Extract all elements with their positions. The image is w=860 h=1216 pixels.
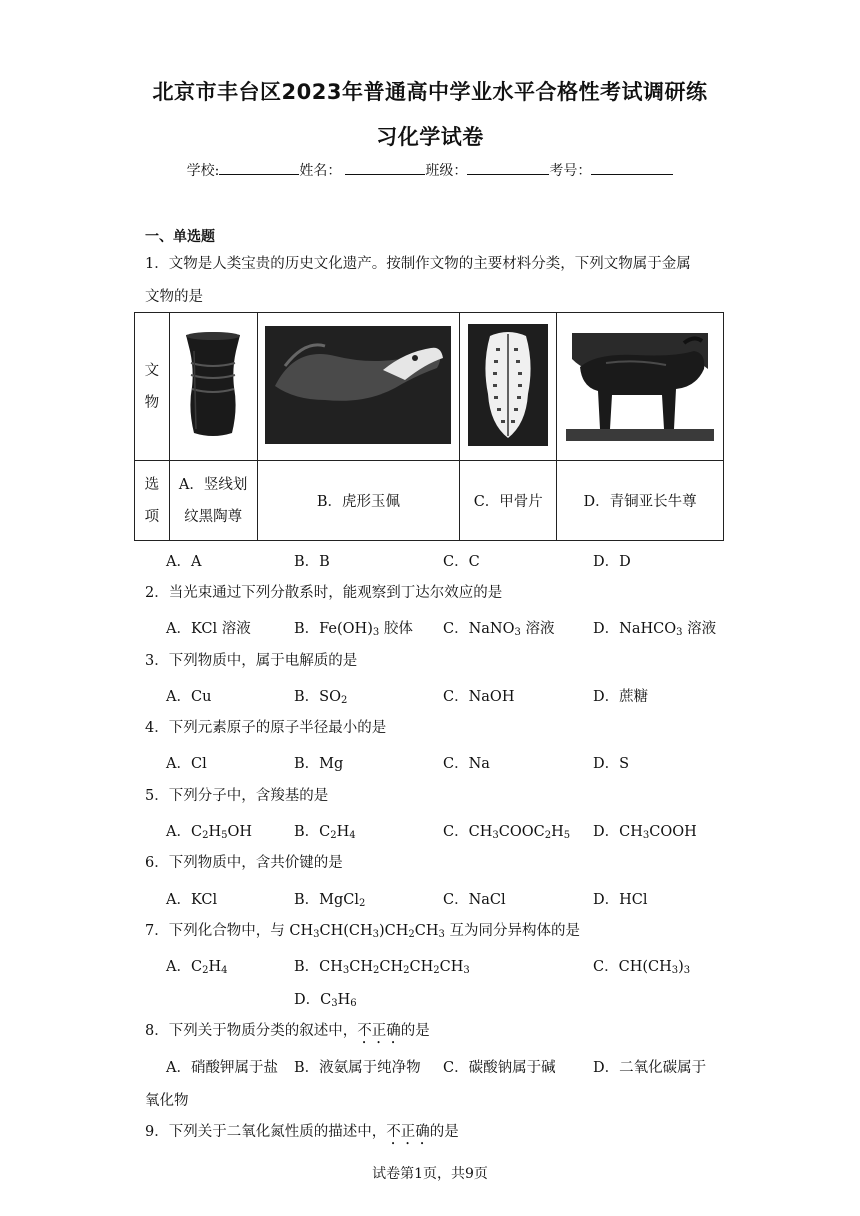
relic-label-a [169, 461, 257, 541]
exam-no-blank[interactable] [591, 160, 673, 175]
q5-stem: 5．下列分子中，含羧基的是 [145, 788, 329, 804]
q1-option-d[interactable]: D．D [593, 554, 631, 570]
q7-stem [145, 921, 580, 945]
option-row-header [135, 461, 170, 541]
q8-stem-emphasis: 不正确 [357, 1023, 401, 1039]
q7-option-d[interactable]: D．$C_3H_6$ [294, 992, 357, 1009]
section-heading: 一、单选题 [145, 229, 215, 245]
q9-stem [145, 1122, 459, 1148]
q5-option-a[interactable]: A．$C_2H_5OH$ [166, 824, 253, 841]
relic-image-d [557, 313, 724, 461]
q9-stem-emphasis: 不正确 [386, 1124, 430, 1140]
relic-row-header-char2: 物 [144, 394, 160, 411]
relic-image-a [169, 313, 257, 461]
q5-option-d[interactable]: D．$CH_3COOH$ [593, 824, 697, 841]
q2-option-b[interactable]: B．$Fe(OH)_3$ 胶体 [294, 621, 413, 638]
q3-option-a[interactable]: A．Cu [166, 689, 212, 705]
q2-stem: 2．当光束通过下列分散系时，能观察到丁达尔效应的是 [145, 585, 503, 601]
q1-option-a[interactable]: A．A [166, 554, 202, 570]
q5-option-b[interactable]: B．$C_2H_4$ [294, 824, 356, 841]
q3-option-d[interactable]: D．蔗糖 [593, 689, 649, 705]
class-blank[interactable] [467, 160, 549, 175]
q2-option-d[interactable]: D．NaHCO$_3$ 溶液 [593, 621, 717, 638]
exam-title-line2: 习化学试卷 [376, 125, 484, 149]
relic-image-b [257, 313, 460, 461]
black-pottery-vessel-image [180, 329, 246, 441]
q3-option-b-prefix: B．SO [294, 689, 341, 705]
q4-option-a[interactable]: A．Cl [166, 756, 207, 772]
q3-stem: 3．下列物质中，属于电解质的是 [145, 653, 358, 669]
school-label: 学校: [186, 163, 220, 179]
bronze-ox-zun-image [566, 329, 714, 441]
relic-row-header-char1: 文 [144, 362, 160, 379]
q9-stem-suffix: 的是 [429, 1124, 459, 1140]
q4-stem: 4．下列元素原子的原子半径最小的是 [145, 720, 387, 736]
relic-label-b: B．虎形玉佩 [257, 461, 460, 541]
q7-option-c[interactable]: C．$CH(CH_3)_3$ [593, 959, 691, 976]
q8-option-a[interactable]: A．硝酸钾属于盐 [166, 1060, 278, 1076]
q7-option-b[interactable]: B．$CH_3CH_2CH_2CH_2CH_3$ [294, 959, 470, 976]
q2-option-c[interactable]: C．NaNO$_3$ 溶液 [443, 621, 555, 638]
q8-option-d-continuation: 氧化物 [145, 1093, 189, 1109]
q8-option-c[interactable]: C．碳酸钠属于碱 [443, 1060, 556, 1076]
relic-row-header [135, 313, 170, 461]
name-blank[interactable] [345, 160, 425, 175]
q1-stem-line2: 文物的是 [145, 289, 203, 305]
q8-stem-prefix: 8．下列关于物质分类的叙述中， [145, 1023, 358, 1039]
q1-option-c[interactable]: C．C [443, 554, 480, 570]
school-blank[interactable] [219, 160, 299, 175]
exam-no-label: 考号： [549, 163, 592, 179]
relic-table [134, 312, 724, 541]
q5-option-c[interactable]: C．$CH_3COOC_2H_5$ [443, 824, 571, 841]
q3-option-c[interactable]: C．NaOH [443, 689, 515, 705]
relic-label-d: D．青铜亚长牛尊 [557, 461, 724, 541]
relic-label-a-line2: 纹黑陶尊 [184, 508, 243, 525]
q3-option-b[interactable] [294, 685, 347, 706]
relic-label-c: C．甲骨片 [460, 461, 557, 541]
option-row-header-char1: 选 [144, 476, 160, 493]
oracle-bone-image [468, 324, 548, 446]
q2-option-a[interactable]: A．KCl 溶液 [166, 621, 251, 637]
q9-stem-prefix: 9．下列关于二氧化氮性质的描述中， [145, 1124, 387, 1140]
q4-option-c[interactable]: C．Na [443, 756, 490, 772]
q1-stem-line1: 1．文物是人类宝贵的历史文化遗产。按制作文物的主要材料分类，下列文物属于金属 [145, 256, 691, 272]
q8-stem-suffix: 的是 [400, 1023, 430, 1039]
option-row-header-char2: 项 [144, 508, 160, 525]
q6-option-b[interactable]: B．MgCl$_2$ [294, 892, 366, 909]
q6-option-c[interactable]: C．NaCl [443, 892, 506, 908]
exam-title-line1: 北京市丰台区2023年普通高中学业水平合格性考试调研练 [152, 80, 708, 104]
page-footer: 试卷第1页，共9页 [372, 1166, 488, 1182]
q1-option-b[interactable]: B．B [294, 554, 330, 570]
q8-option-d[interactable]: D．二氧化碳属于 [593, 1060, 707, 1076]
q7-option-a[interactable]: A．$C_2H_4$ [166, 959, 228, 976]
class-label: 班级： [425, 163, 468, 179]
q7-stem-suffix: 互为同分异构体的是 [444, 923, 580, 939]
relic-label-a-line1: A．竖线划 [178, 476, 248, 493]
q7-formula: $CH_3CH(CH_3)CH_2CH_3$ [289, 923, 445, 940]
q8-stem [145, 1021, 430, 1047]
q6-option-a[interactable]: A．KCl [166, 892, 218, 908]
name-label: 姓名： [299, 163, 342, 179]
q8-option-b[interactable]: B．液氨属于纯净物 [294, 1060, 421, 1076]
relic-image-c [460, 313, 557, 461]
q6-stem: 6．下列物质中，含共价键的是 [145, 855, 343, 871]
student-info-row [0, 160, 860, 180]
tiger-jade-pendant-image [265, 326, 451, 444]
q4-option-d[interactable]: D．S [593, 756, 630, 772]
q3-option-b-subscript: 2 [340, 695, 348, 706]
q6-option-d[interactable]: D．HCl [593, 892, 648, 908]
q4-option-b[interactable]: B．Mg [294, 756, 344, 772]
q7-stem-prefix: 7．下列化合物中，与 [145, 923, 290, 939]
